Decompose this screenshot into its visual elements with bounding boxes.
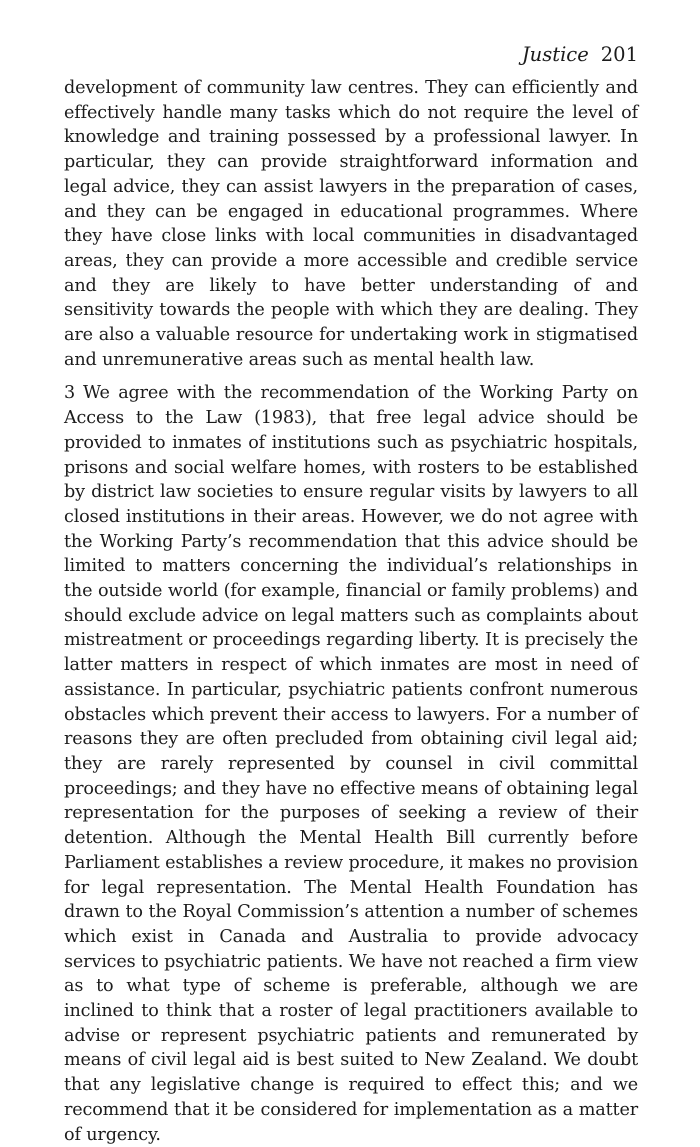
paragraph-number: 3 [64,383,76,404]
book-page [64,42,638,1147]
body-paragraph-2 [64,381,638,1147]
body-paragraph-1: development of community law centres. They can efficiently and effectively handle many tasks which do not require the level of knowledge and training possessed by a professional lawyer. In particular, they can provide straightforward information and legal advice, they can assist lawyers in the preparation of cases, and they can be engaged in educational programmes. Where they have close links with local communities in disadvantaged areas, they can provide a more accessible and credible service and they are likely to have better understanding of and sensitivity towards the people with which they are dealing. They are also a valuable resource for undertaking work in stigmatised and unremunerative areas such as mental health law. [64,78,638,370]
page-number: 201 [600,43,638,66]
body-paragraph-2-text: We agree with the recommendation of the Working Party on Access to the Law (1983), that free legal advice should be provided to inmates of institutions such as psychiatric hospitals, prisons and social welfare homes, with rosters to be established by district law societies to ensure regular visits by lawyers to all closed institutions in their areas. However, we do not agree with the Working Party’s recommendation that this advice should be limited to matters concerning the individual’s relationships in the outside world (for example, financial or family problems) and should exclude advice on legal matters such as complaints about mistreatment or proceedings regarding liberty. It is precisely the latter matters in respect of which inmates are most in need of assistance. In particular, psychiatric patients confront numerous obstacles which prevent their access to lawyers. For a number of reasons they are often precluded from obtaining civil legal aid; they are rarely represented by counsel in civil committal proceedings; and they have no effective means of obtaining legal representation for the purposes of seeking a review of their detention. Although the Mental Health Bill currently before Parliament establishes a review procedure, it makes no provision for legal representation. The Mental Health Foundation has drawn to the Royal Commission’s attention a number of schemes which exist in Canada and Australia to provide advocacy services to psychiatric patients. We have not reached a firm view as to what type of scheme is preferable, although we are inclined to think that a roster of legal practitioners available to advise or represent psychiatric patients and remunerated by means of civil legal aid is best suited to New Zealand. We doubt that any legislative change is required to effect this; and we recommend that it be considered for implementation as a matter of urgency. [64,383,638,1145]
running-head [64,42,638,68]
running-head-section-title: Justice [521,43,589,66]
